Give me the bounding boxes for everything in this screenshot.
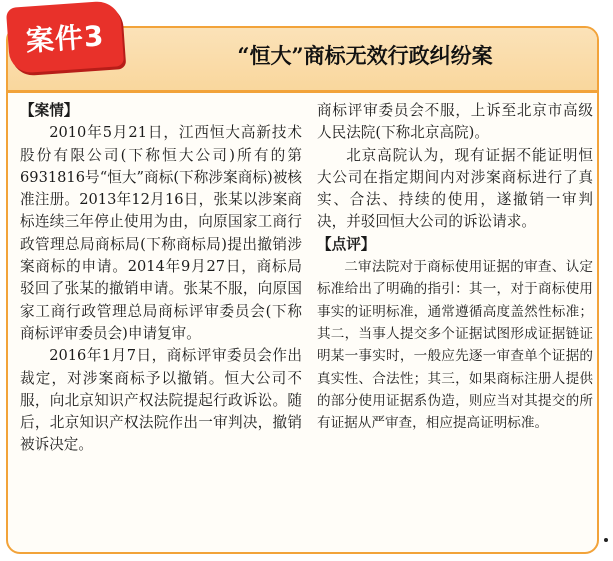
case-paragraph-2: 2016年1月7日，商标评审委员会作出裁定，对涉案商标予以撤销。恒大公司不服，向北京知识产权法院提起行政诉讼。随后，北京知识产权法院作出一审判决，撤销被诉决定。	[20, 347, 302, 454]
page-dot	[604, 538, 608, 542]
right-column	[317, 100, 593, 434]
case-paragraph-1: 2010年5月21日，江西恒大高新技术股份有限公司(下称恒大公司)所有的第6931816号“恒大”商标(下称涉案商标)被核准注册。2013年12月16日，张某以涉案商标连续三年停止使用为由，向原国家工商行政管理总局商标局(下称商标局)提出撤销涉案商标的申请。2014年9月27日，商标局驳回了张某的撤销申请。张某不服，向原国家工商行政管理总局商标评审委员会(下称商标评审委员会)申请复审。	[20, 124, 302, 342]
left-column	[20, 100, 302, 457]
comment-paragraph: 二审法院对于商标使用证据的审查、认定标准给出了明确的指引：其一，对于商标使用事实的证明标准，通常遵循高度盖然性标准；其二，当事人提交多个证据试图形成证据链证明某一事实时，一般应先逐一审查单个证据的真实性、合法性；其三，如果商标注册人提供的部分使用证据系伪造，则应当对其提交的所有证据从严审查，相应提高证明标准。	[317, 259, 593, 432]
case-heading: 【案情】	[20, 102, 79, 119]
badge-label: 案件3	[24, 19, 106, 58]
header-divider	[8, 90, 597, 93]
case-paragraph-continued: 商标评审委员会不服，上诉至北京市高级人民法院(下称北京高院)。	[317, 102, 593, 142]
case-title: “恒大”商标无效行政纠纷案	[237, 43, 493, 68]
case-badge	[6, 0, 124, 74]
case-paragraph-3: 北京高院认为，现有证据不能证明恒大公司在指定期间内对涉案商标进行了真实、合法、持续的使用，遂撤销一审判决，并驳回恒大公司的诉讼请求。	[317, 146, 593, 231]
comment-heading: 【点评】	[317, 235, 376, 253]
